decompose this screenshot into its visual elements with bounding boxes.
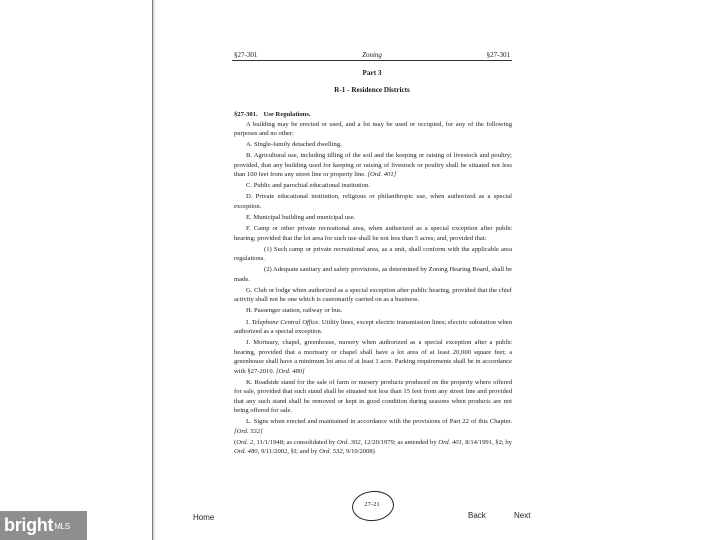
watermark-brand: bright xyxy=(4,515,54,535)
paragraph: A. Single-family detached dwelling. xyxy=(246,141,342,149)
paragraph: A building may be erected or used, and a lot may be used or occupied, for any of the following purposes and no other: xyxy=(234,120,512,137)
part-heading: Part 3 xyxy=(362,69,382,77)
section-title: Use Regulations. xyxy=(263,111,311,118)
header-rule xyxy=(232,60,512,61)
document-page xyxy=(232,46,512,516)
paragraph: E. Municipal building and municipal use. xyxy=(246,213,356,221)
header-left: §27-301 xyxy=(234,51,258,59)
district-heading: R-1 - Residence Districts xyxy=(334,86,410,94)
paragraph: B. Agricultural use, including tilling of the soil and the keeping or raising of livestock and poultry; provided, that any building used for keeping or raising of livestock or poultry shall be situated not less than 100 feet from any street line or property line. [Ord. 401] xyxy=(234,152,512,179)
document-body xyxy=(234,110,512,457)
section-heading xyxy=(234,110,512,120)
next-link[interactable]: Next xyxy=(514,511,531,520)
paragraph: F. Camp or other private recreational area, when authorized as a special exception after public hearing; provided that the lot area for such use shall be not less than 5 acres; and, provided that: xyxy=(234,225,512,242)
paragraph-list xyxy=(234,120,512,437)
paragraph: I. Telephone Central Office. Utility lines, except electric transmission lines; electric substation when authorized as a special exception. xyxy=(234,318,512,336)
ordinance-history: (Ord. 2, 11/1/1948; as consolidated by Ord. 302, 12/20/1979; as amended by Ord. 401, 8/14/1991, §2; by Ord. 480, 9/11/2002, §I; and by Ord. 532, 9/10/2008) xyxy=(234,438,512,456)
page-number: 27-21 xyxy=(364,501,380,508)
paragraph: G. Club or lodge when authorized as a special exception after public hearing, provided that the chief activity shall not be one which is customarily carried on as a business. xyxy=(234,286,512,304)
page-edge-shadow xyxy=(153,0,156,540)
paragraph: C. Public and parochial educational institution. xyxy=(246,182,370,190)
paragraph: K. Roadside stand for the sale of farm or nursery products produced on the property where offered for sale, provided that such stand shall be situated not less than 15 feet from any street line and provided that any such stand shall be removed or kept in good condition during seasons when products are not being offered for sale. xyxy=(234,378,512,415)
paragraph: L. Signs when erected and maintained in accordance with the provisions of Part 22 of this Chapter. [Ord. 532] xyxy=(234,418,512,435)
paragraph: H. Passenger station, railway or bus. xyxy=(246,307,343,315)
section-number: §27-301. xyxy=(234,111,258,118)
home-link[interactable]: Home xyxy=(193,513,215,522)
paragraph: (2) Adequate sanitary and safety provisions, as determined by Zoning Hearing Board, shall be made. xyxy=(234,266,512,283)
brightmls-watermark-logo xyxy=(0,511,87,540)
watermark-suffix: MLS xyxy=(54,522,70,531)
header-right: §27-301 xyxy=(486,51,510,59)
paragraph: D. Private educational institution, religious or philanthropic use, when authorized as a special exception. xyxy=(234,193,512,210)
paragraph: J. Mortuary, chapel, greenhouse, nursery when authorized as a special exception after a public hearing, provided that a mortuary or chapel shall have a lot area of at least 20,000 square feet; a greenhouse shall have a minimum lot area of at least 1 acre. Parking requirements shall be in accordance with §27-2010. [Ord. 480] xyxy=(234,339,512,375)
back-link[interactable]: Back xyxy=(468,511,486,520)
paragraph: (1) Such camp or private recreational area, as a unit, shall conform with the applicable area regulations. xyxy=(234,245,512,263)
header-center: Zoning xyxy=(362,51,382,59)
